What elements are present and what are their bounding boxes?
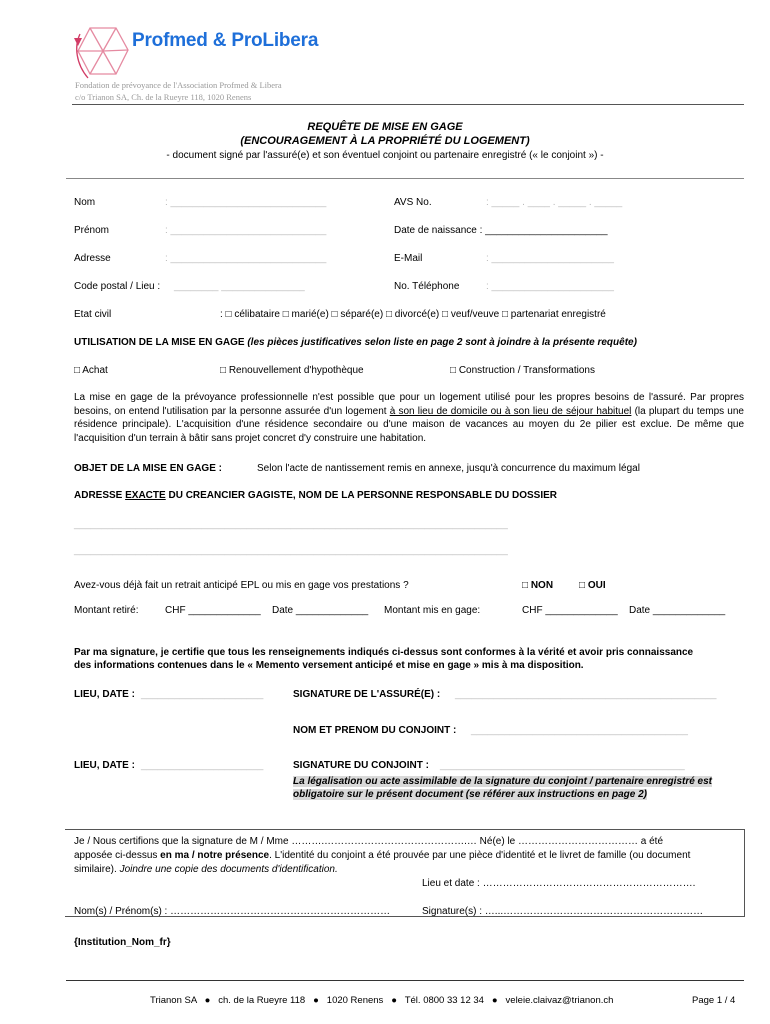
label-code-postal: Code postal / Lieu :: [74, 281, 161, 292]
prenom-field[interactable]: : ____________________________: [165, 225, 327, 236]
label-nom: Nom: [74, 197, 96, 208]
institution-placeholder: {Institution_Nom_fr}: [74, 937, 171, 948]
label-montant-retire: Montant retiré:: [74, 605, 139, 616]
witness-line-2a: apposée ci-dessus: [74, 850, 161, 861]
chf-gage-field[interactable]: CHF _____________: [522, 605, 618, 616]
page-number-text: Page 1 / 4: [692, 995, 736, 1006]
signature-conjoint-field[interactable]: ____________________________________________: [440, 760, 685, 771]
signature-assure-field[interactable]: _______________________________________________: [455, 689, 717, 700]
paragraph-part-1: La mise en gage de la prévoyance professionnelle n'est possible que pour un logement utilisé pour les propres besoins de l'assuré. Par propres besoins, on entend l'utilisation par la personne assurée d'un logement: [74, 392, 744, 417]
footer-street: ch. de la Rueyre 118: [218, 995, 306, 1006]
nom-conjoint-label: NOM ET PRENOM DU CONJOINT :: [293, 725, 457, 736]
creancier-heading-pre: ADRESSE: [74, 490, 126, 501]
label-etat-civil: Etat civil: [74, 309, 112, 320]
label-telephone: No. Téléphone: [394, 281, 460, 292]
utilisation-heading-text: UTILISATION DE LA MISE EN GAGE: [74, 337, 245, 348]
cube-logo-icon: [70, 24, 132, 82]
checkbox-non[interactable]: □ NON: [522, 580, 554, 591]
signature-assure-label: SIGNATURE DE L'ASSURÉ(E) :: [293, 689, 441, 700]
date-gage-field[interactable]: Date _____________: [629, 605, 726, 616]
document-subtitle: - document signé par l'assuré(e) et son éventuel conjoint ou partenaire enregistré (« le conjoint ») -: [166, 150, 604, 161]
email-field[interactable]: : ______________________: [486, 253, 614, 264]
paragraph-part-2: (la plupart du temps une résidence principale). L'acquisition d'une résidence secondaire ou d'une maison de vacances au moyen du 2e pilier est exclue. De même que l'acquisition d'un terrain à bâtir sans projet concret d'y construire une habitation.: [74, 405, 744, 444]
header-divider: [72, 104, 744, 105]
creancier-heading-post: DU CREANCIER GAGISTE, NOM DE LA PERSONNE RESPONSABLE DU DOSSIER: [165, 490, 558, 501]
checkbox-construction[interactable]: □ Construction / Transformations: [450, 365, 595, 376]
footer-email[interactable]: veleie.claivaz@trianon.ch: [505, 995, 614, 1006]
brand-name: Profmed & ProLibera: [132, 30, 319, 51]
paragraph-underlined: à son lieu de domicile ou à son lieu de séjour habituel: [389, 405, 632, 417]
title-divider: [66, 178, 744, 179]
utilisation-heading: [74, 337, 637, 348]
witness-noms[interactable]: Nom(s) / Prénom(s) : …………………………………………………………: [74, 906, 391, 917]
witness-lieu-date[interactable]: Lieu et date : ……………………………………………………….: [422, 878, 696, 889]
etat-civil-checkboxes[interactable]: : □ célibataire □ marié(e) □ séparé(e) □ divorcé(e) □ veuf/veuve □ partenariat enregistré: [220, 309, 606, 320]
footer-city: 1020 Renens: [326, 995, 384, 1006]
creancier-heading-exacte: EXACTE: [125, 490, 166, 501]
witness-line-2: [74, 850, 690, 861]
witness-line-1: Je / Nous certifions que la signature de M / Mme ……….…………………………………….… Né(e) le ……………………………… a été: [74, 836, 664, 847]
foundation-line-2: c/o Trianon SA, Ch. de la Rueyre 118, 1020 Renens: [75, 92, 252, 102]
footer-company: Trianon SA: [150, 995, 197, 1006]
creancier-heading: [74, 490, 557, 501]
nom-conjoint-field[interactable]: _______________________________________: [471, 725, 688, 736]
retrait-question: Avez-vous déjà fait un retrait anticipé EPL ou mis en gage vos prestations ?: [74, 580, 409, 591]
avs-field[interactable]: : _____ . ____ . _____ . _____: [486, 197, 623, 208]
footer-address: Trianon SA ● ch. de la Rueyre 118 ● 1020 Renens ● Tél. 0800 33 12 34 ● veleie.claivaz@trianon.ch: [150, 995, 614, 1006]
foundation-line-1: Fondation de prévoyance de l'Association Profmed & Libera: [75, 80, 282, 90]
witness-line-3b: Joindre une copie des documents d'identification.: [119, 864, 338, 875]
document-title-sub: (ENCOURAGEMENT À LA PROPRIÉTÉ DU LOGEMENT): [240, 135, 530, 147]
utilisation-paragraph: [74, 391, 744, 445]
witness-signatures[interactable]: Signature(s) : …...……………………………………………………: [422, 906, 704, 917]
code-postal-field[interactable]: ________ _______________: [174, 281, 305, 292]
label-adresse: Adresse: [74, 253, 111, 264]
legalisation-line-2: obligatoire sur le présent document (se référer aux instructions en page 2): [293, 788, 647, 800]
chf-retire-field[interactable]: CHF _____________: [165, 605, 261, 616]
creancier-line-1[interactable]: ______________________________________________________________________________: [74, 519, 508, 530]
lieu-date-label-2: LIEU, DATE :: [74, 760, 135, 771]
label-avs: AVS No.: [394, 197, 432, 208]
signature-conjoint-label: SIGNATURE DU CONJOINT :: [293, 760, 429, 771]
label-montant-gage: Montant mis en gage:: [384, 605, 481, 616]
certification-line-1: Par ma signature, je certifie que tous les renseignements indiqués ci-dessus sont conformes à la vérité et avoir pris connaissance: [74, 647, 694, 658]
footer-divider: [66, 980, 744, 981]
lieu-date-field-2[interactable]: ______________________: [141, 760, 264, 771]
objet-text: Selon l'acte de nantissement remis en annexe, jusqu'à concurrence du maximum légal: [257, 463, 640, 474]
label-email: E-Mail: [394, 253, 423, 264]
date-retire-field[interactable]: Date _____________: [272, 605, 369, 616]
document-title: REQUÊTE DE MISE EN GAGE: [307, 121, 463, 133]
witness-line-2c: . L'identité du conjoint a été prouvée par une pièce d'identité et le livret de famille (ou document: [269, 850, 691, 861]
checkbox-renouvellement[interactable]: □ Renouvellement d'hypothèque: [220, 365, 364, 376]
page-number: [692, 995, 735, 1006]
legalisation-note: [293, 776, 712, 801]
adresse-field[interactable]: : ____________________________: [165, 253, 327, 264]
telephone-field[interactable]: : ______________________: [486, 281, 614, 292]
witness-line-3: [74, 864, 338, 875]
certification-line-2: des informations contenues dans le « Memento versement anticipé et mise en gage » mis à ma disposition.: [74, 660, 584, 671]
creancier-line-2[interactable]: ______________________________________________________________________________: [74, 545, 508, 556]
witness-line-3a: similaire).: [74, 864, 120, 875]
witness-line-2b: en ma / notre présence: [160, 850, 270, 861]
checkbox-achat[interactable]: □ Achat: [74, 365, 108, 376]
objet-label: OBJET DE LA MISE EN GAGE :: [74, 463, 222, 474]
utilisation-heading-note: (les pièces justificatives selon liste en page 2 sont à joindre à la présente requête): [247, 337, 637, 348]
birthdate-field[interactable]: Date de naissance : ______________________: [394, 225, 608, 236]
checkbox-oui[interactable]: □ OUI: [579, 580, 606, 591]
nom-field[interactable]: : ____________________________: [165, 197, 327, 208]
footer-phone: Tél. 0800 33 12 34: [404, 995, 484, 1006]
lieu-date-field-1[interactable]: ______________________: [141, 689, 264, 700]
legalisation-line-1: La légalisation ou acte assimilable de la signature du conjoint / partenaire enregistré est: [293, 776, 713, 787]
label-prenom: Prénom: [74, 225, 110, 236]
lieu-date-label-1: LIEU, DATE :: [74, 689, 135, 700]
